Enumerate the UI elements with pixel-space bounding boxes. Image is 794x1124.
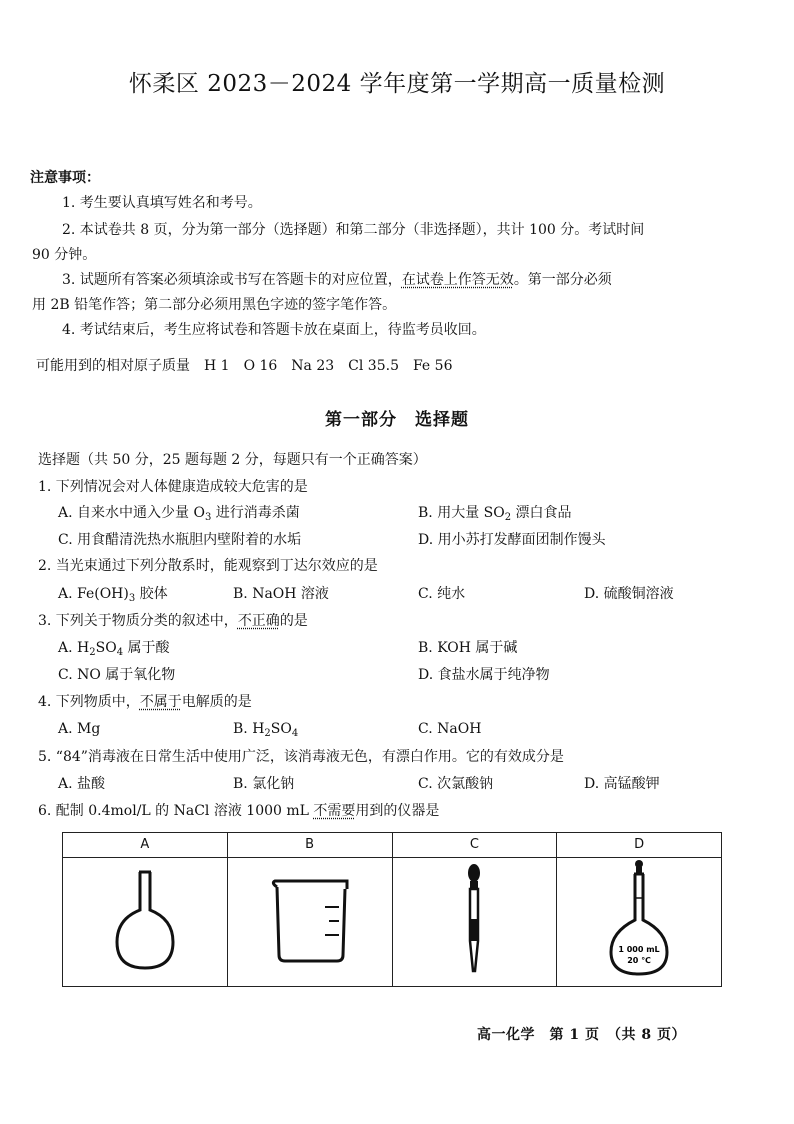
notice-item-1: 1. 考生要认真填写姓名和考号。	[62, 195, 262, 211]
notice-heading: 注意事项：	[30, 170, 100, 186]
q2-option-b: B. NaOH 溶液	[233, 586, 329, 602]
question-2-stem: 2. 当光束通过下列分散系时，能观察到丁达尔效应的是	[38, 558, 378, 574]
q1-option-c: C. 用食醋清洗热水瓶胆内壁附着的水垢	[58, 532, 302, 548]
apparatus-cell-b	[227, 858, 392, 987]
question-3-stem: 3. 下列关于物质分类的叙述中，不正确的是	[38, 613, 308, 629]
question-6-stem: 6. 配制 0.4mol/L 的 NaCl 溶液 1000 mL 不需要用到的仪器是	[38, 803, 440, 819]
apparatus-cell-c	[392, 858, 557, 987]
notice-item-3-cont: 用 2B 铅笔作答；第二部分必须用黑色字迹的签字笔作答。	[32, 297, 397, 313]
emphasis-text: 不需要	[313, 803, 356, 819]
q1-option-a: A. 自来水中通入少量 $O_3$ 进行消毒杀菌	[58, 505, 300, 523]
q5-option-d: D. 高锰酸钾	[584, 776, 660, 792]
q2-option-c: C. 纯水	[418, 586, 466, 602]
flask-temperature-label: 20 ℃	[627, 956, 651, 965]
exam-title: 怀柔区 2023－2024 学年度第一学期高一质量检测	[128, 71, 666, 97]
beaker-icon	[265, 869, 355, 969]
apparatus-cell-a	[63, 858, 228, 987]
round-bottom-flask-icon	[105, 864, 185, 974]
volumetric-flask-icon	[599, 858, 679, 980]
question-4-stem: 4. 下列物质中，不属于电解质的是	[38, 694, 252, 710]
q2-option-a: A. $Fe(OH)_3$ 胶体	[58, 586, 168, 604]
apparatus-cell-d	[557, 858, 722, 987]
q3-option-c: C. NO 属于氧化物	[58, 667, 176, 683]
emphasis-text: 不属于	[139, 694, 182, 710]
notice-item-2-cont: 90 分钟。	[32, 247, 97, 263]
q3-option-d: D. 食盐水属于纯净物	[418, 667, 550, 683]
notice-item-3: 3. 试题所有答案必须填涂或书写在答题卡的对应位置，在试卷上作答无效。第一部分必须	[62, 272, 612, 288]
choice-instructions: 选择题（共 50 分，25 题每题 2 分，每题只有一个正确答案）	[38, 452, 427, 468]
q5-option-a: A. 盐酸	[58, 776, 106, 792]
q3-option-a: A. $H_2SO_4$ 属于酸	[58, 640, 170, 658]
atomic-masses: 可能用到的相对原子质量 H 1 O 16 Na 23 Cl 35.5 Fe 56	[36, 358, 453, 374]
question-5-stem: 5. “84”消毒液在日常生活中使用广泛，该消毒液无色，有漂白作用。它的有效成分是	[38, 749, 564, 765]
section-title: 第一部分 选择题	[325, 410, 469, 430]
notice-item-4: 4. 考试结束后，考生应将试卷和答题卡放在桌面上，待监考员收回。	[62, 322, 486, 338]
q1-option-d: D. 用小苏打发酵面团制作馒头	[418, 532, 606, 548]
apparatus-header-a: A	[63, 833, 228, 858]
apparatus-table	[62, 832, 722, 987]
q4-option-c: C. NaOH	[418, 721, 482, 737]
page-footer: 高一化学 第 1 页 （共 8 页）	[477, 1027, 686, 1043]
emphasis-text: 在试卷上作答无效	[401, 272, 514, 288]
emphasis-text: 不正确	[237, 613, 280, 629]
apparatus-header-c: C	[392, 833, 557, 858]
q1-option-b: B. 用大量 $SO_2$ 漂白食品	[418, 505, 572, 523]
q4-option-b: B. $H_2SO_4$	[233, 721, 299, 739]
apparatus-header-d: D	[557, 833, 722, 858]
flask-capacity-label: 1 000 mL	[618, 945, 660, 954]
q2-option-d: D. 硫酸铜溶液	[584, 586, 674, 602]
q3-option-b: B. KOH 属于碱	[418, 640, 518, 656]
question-1-stem: 1. 下列情况会对人体健康造成较大危害的是	[38, 479, 308, 495]
q5-option-b: B. 氯化钠	[233, 776, 295, 792]
q5-option-c: C. 次氯酸钠	[418, 776, 494, 792]
dropper-icon	[454, 859, 494, 979]
q4-option-a: A. Mg	[58, 721, 101, 737]
notice-item-2: 2. 本试卷共 8 页，分为第一部分（选择题）和第二部分（非选择题），共计 100 分。考试时间	[62, 222, 645, 238]
apparatus-header-b: B	[227, 833, 392, 858]
